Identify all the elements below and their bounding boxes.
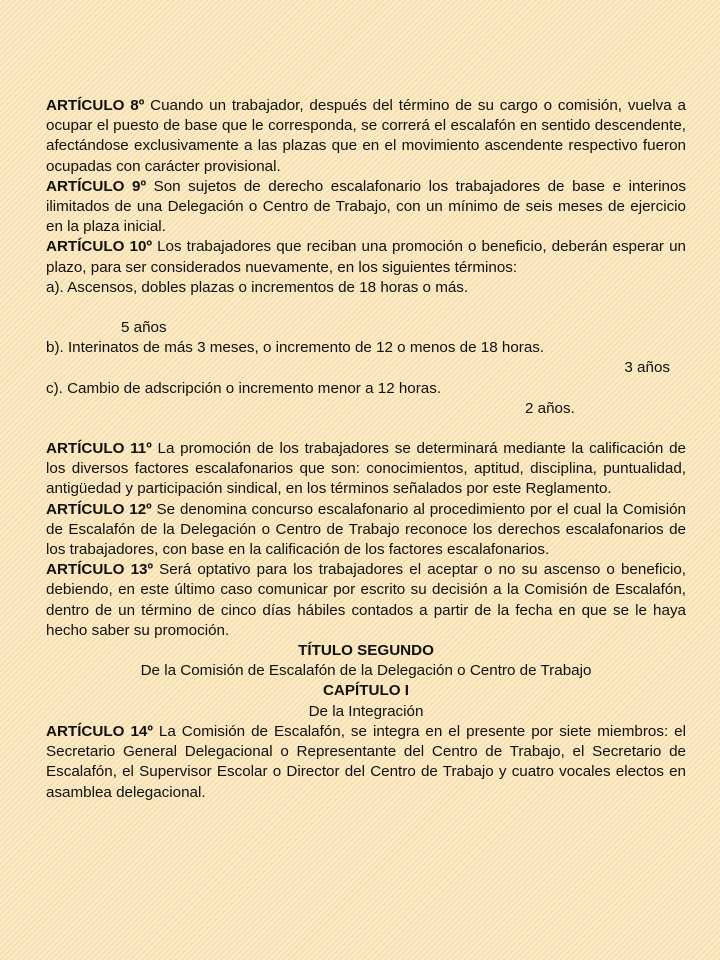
article-text: Se denomina concurso escalafonario al procedimiento por el cual la Comisión de Escalafón de la Delegación o Centro de Trabajo reconoce los derechos escalafonarios de los trabajadores, con base en la calificación de los factores escalafonarios. bbox=[46, 500, 686, 559]
article-10 bbox=[46, 237, 686, 277]
article-label: ARTÍCULO 14º bbox=[46, 722, 153, 740]
list-item-b: b). Interinatos de más 3 meses, o incremento de 12 o menos de 18 horas. bbox=[46, 339, 545, 357]
article-text: Los trabajadores que reciban una promoción o beneficio, deberán esperar un plazo, para ser considerados nuevamente, en los siguientes términos: bbox=[46, 238, 686, 276]
article-label: ARTÍCULO 8º bbox=[46, 97, 145, 114]
article-text: La Comisión de Escalafón, se integra en el presente por siete miembros: el Secretario General Delegacional o Representante del Centro de Trabajo, el Secretario de Escalafón, el Supervisor Escolar o Director del Centro de Trabajo y cuatro vocales electos en asamblea delegacional. bbox=[46, 722, 686, 801]
title-subheading: De la Comisión de Escalafón de la Delegación o Centro de Trabajo bbox=[140, 662, 592, 680]
article-9 bbox=[46, 177, 686, 238]
chapter-subheading: De la Integración bbox=[308, 702, 424, 720]
article-label: ARTÍCULO 10º bbox=[46, 238, 152, 256]
document-body bbox=[46, 96, 686, 803]
article-text: La promoción de los trabajadores se determinará mediante la calificación de los diversos factores escalafonarios que son: conocimientos, aptitud, disciplina, puntualidad, antigüedad y participación sindical, en los términos señalados por este Reglamento. bbox=[46, 440, 686, 498]
article-text: Será optativo para los trabajadores el aceptar o no su ascenso o beneficio, debiendo, en este último caso comunicar por escrito su decisión a la Comisión de Escalafón, dentro de un término de cinco días hábiles contados a partir de la fecha en que se le haya hecho saber su promoción. bbox=[46, 561, 686, 639]
article-label: ARTÍCULO 11º bbox=[46, 440, 152, 458]
article-label: ARTÍCULO 9º bbox=[46, 177, 147, 195]
term-b: 3 años bbox=[624, 359, 670, 377]
article-14 bbox=[46, 722, 686, 803]
article-11 bbox=[46, 439, 686, 500]
article-text: Cuando un trabajador, después del término de su cargo o comisión, vuelva a ocupar el puesto de base que le corresponda, se correrá el escalafón en sentido descendente, afectándose exclusivamente a las plazas que en el movimiento ascendente respectivo fueron ocupadas con carácter provisional. bbox=[46, 97, 686, 175]
list-item-c: c). Cambio de adscripción o incremento menor a 12 horas. bbox=[46, 379, 442, 397]
article-8 bbox=[46, 96, 686, 177]
article-label: ARTÍCULO 12º bbox=[46, 500, 152, 518]
article-label: ARTÍCULO 13º bbox=[46, 561, 154, 579]
article-12 bbox=[46, 500, 686, 561]
title-heading: TÍTULO SEGUNDO bbox=[298, 642, 434, 660]
list-item-a: a). Ascensos, dobles plazas o incrementos de 18 horas o más. bbox=[46, 278, 469, 296]
term-c: 2 años. bbox=[525, 399, 575, 417]
chapter-heading: CAPÍTULO I bbox=[322, 682, 410, 700]
article-13 bbox=[46, 560, 686, 641]
term-a: 5 años bbox=[121, 319, 167, 337]
article-text: Son sujetos de derecho escalafonario los trabajadores de base e interinos ilimitados de una Delegación o Centro de Trabajo, con un mínimo de seis meses de ejercicio en la plaza inicial. bbox=[46, 177, 686, 236]
